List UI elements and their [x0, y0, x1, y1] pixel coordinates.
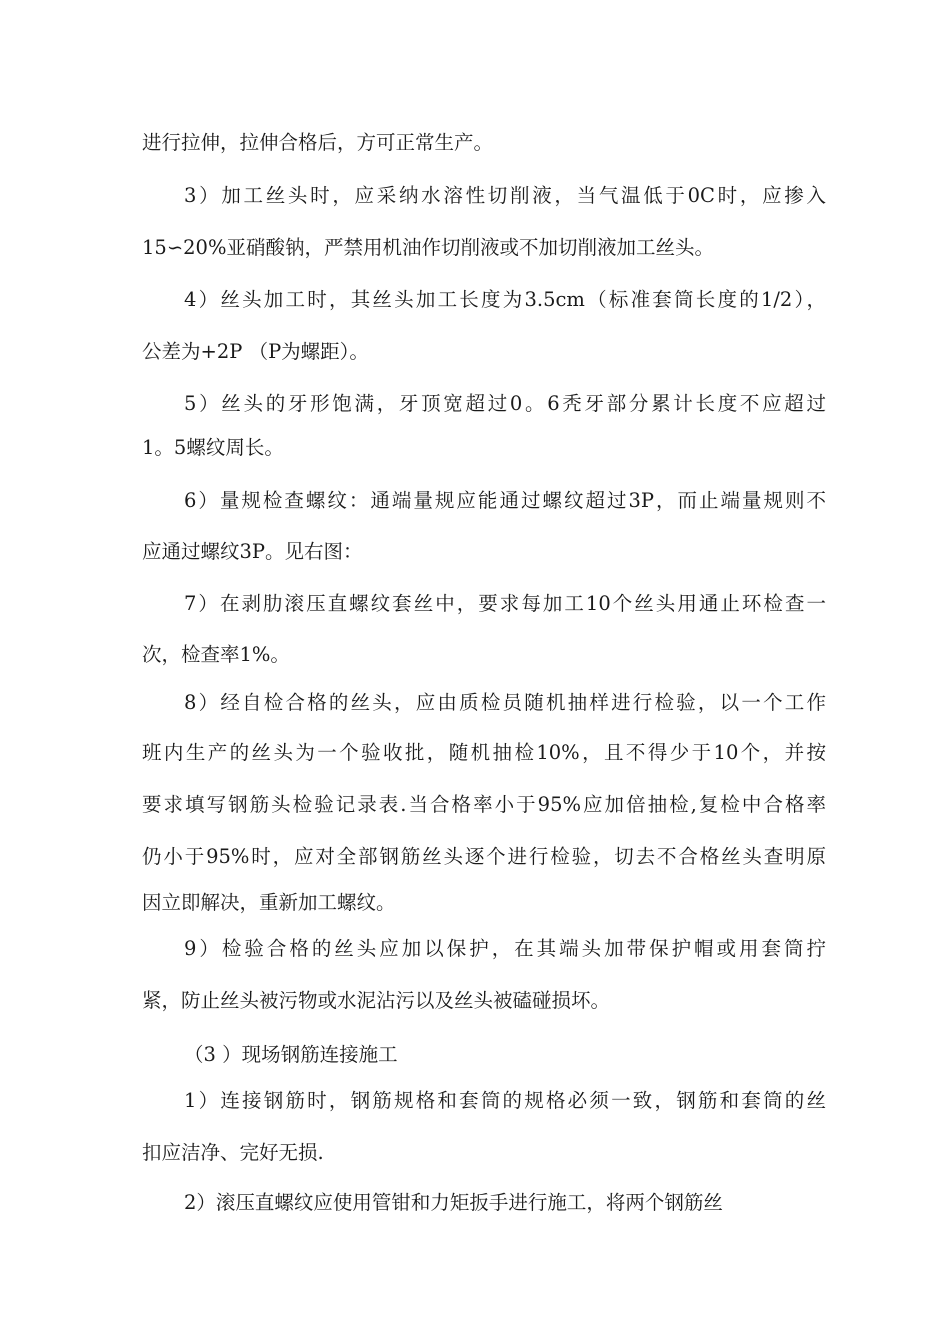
paragraph-line: 因立即解决，重新加工螺纹。 [142, 891, 396, 914]
paragraph-line: 班内生产的丝头为一个验收批，随机抽检10%，且不得少于10个，并按 [142, 741, 826, 764]
paragraph-line: 仍小于95%时，应对全部钢筋丝头逐个进行检验，切去不合格丝头查明原 [142, 845, 826, 868]
paragraph-line: 5）丝头的牙形饱满，牙顶宽超过0。6秃牙部分累计长度不应超过 [184, 392, 826, 415]
paragraph-line: 3）加工丝头时，应采纳水溶性切削液，当气温低于0C时，应掺入 [184, 184, 826, 207]
paragraph-line: 1。5螺纹周长。 [142, 436, 284, 459]
paragraph-line: 公差为+2P （P为螺距）。 [142, 340, 369, 363]
paragraph-line: 6）量规检查螺纹：通端量规应能通过螺纹超过3P，而止端量规则不 [184, 489, 826, 512]
paragraph-line: 扣应洁净、完好无损. [142, 1141, 324, 1164]
paragraph-line: 应通过螺纹3P。见右图： [142, 540, 363, 563]
paragraph-line: 进行拉伸，拉伸合格后，方可正常生产。 [142, 131, 494, 154]
paragraph-line: 7）在剥肋滚压直螺纹套丝中，要求每加工10个丝头用通止环检查一 [184, 592, 826, 615]
paragraph-line: 次，检查率1%。 [142, 643, 290, 666]
paragraph-line: 紧，防止丝头被污物或水泥沾污以及丝头被磕碰损坏。 [142, 989, 611, 1012]
paragraph-line: 2）滚压直螺纹应使用管钳和力矩扳手进行施工，将两个钢筋丝 [184, 1191, 723, 1214]
paragraph-line: 8）经自检合格的丝头，应由质检员随机抽样进行检验，以一个工作 [184, 691, 826, 714]
paragraph-line: 4）丝头加工时，其丝头加工长度为3.5cm（标准套筒长度的1/2）， [184, 288, 826, 311]
paragraph-line: 要求填写钢筋头检验记录表.当合格率小于95%应加倍抽检,复检中合格率 [142, 793, 826, 816]
paragraph-line: 1）连接钢筋时，钢筋规格和套筒的规格必须一致，钢筋和套筒的丝 [184, 1089, 826, 1112]
section-heading: （3 ）现场钢筋连接施工 [184, 1043, 398, 1066]
paragraph-line: 15∽20%亚硝酸钠，严禁用机油作切削液或不加切削液加工丝头。 [142, 236, 714, 259]
paragraph-line: 9）检验合格的丝头应加以保护，在其端头加带保护帽或用套筒拧 [184, 937, 826, 960]
